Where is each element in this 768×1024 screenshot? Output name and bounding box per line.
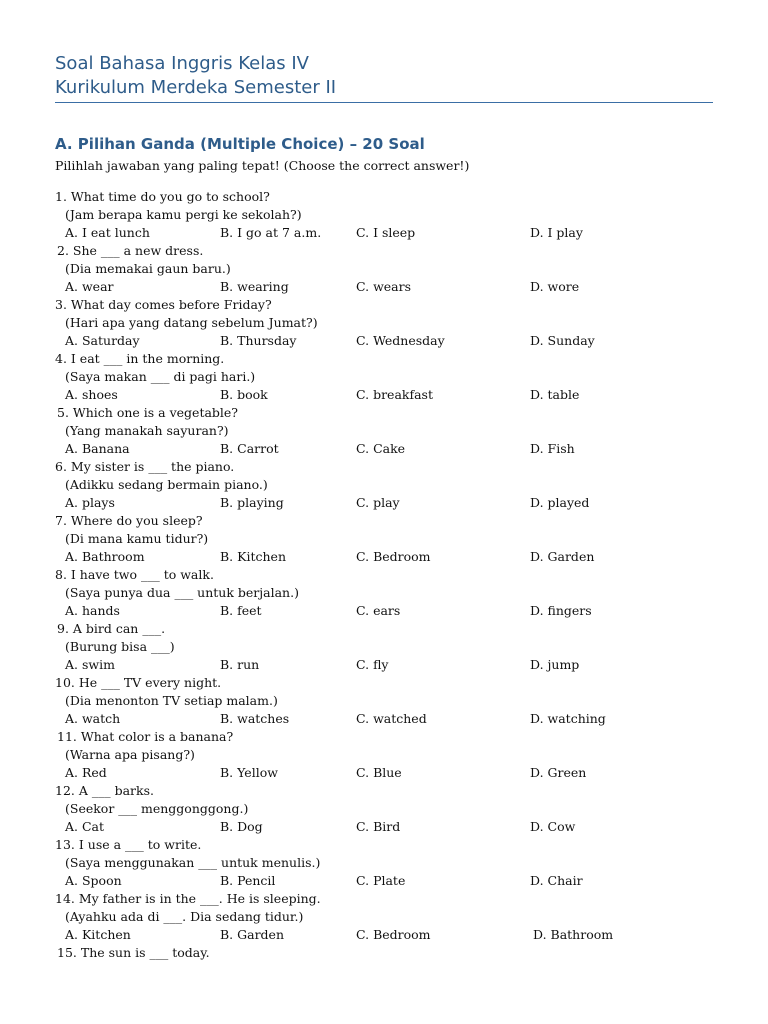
question-text: 5. Which one is a vegetable? — [57, 405, 239, 420]
answer-option-c: C. Blue — [356, 765, 402, 780]
answer-option-b: B. wearing — [220, 279, 289, 294]
answer-option-c: C. wears — [356, 279, 412, 294]
document-subtitle: Kurikulum Merdeka Semester II — [55, 77, 337, 98]
answer-option-c: C. Bedroom — [356, 549, 431, 564]
answer-option-a: A. swim — [65, 657, 115, 672]
answer-option-c: C. watched — [356, 711, 427, 726]
answer-option-b: B. Yellow — [220, 765, 278, 780]
answer-option-b: B. Pencil — [220, 873, 276, 888]
answer-option-d: D. Bathroom — [533, 927, 614, 942]
question-translation: (Hari apa yang datang sebelum Jumat?) — [65, 315, 318, 330]
question-text: 8. I have two ___ to walk. — [55, 567, 214, 582]
question-translation: (Warna apa pisang?) — [65, 747, 195, 762]
answer-option-c: C. fly — [356, 657, 389, 672]
answer-option-a: A. watch — [65, 711, 121, 726]
answer-option-c: C. play — [356, 495, 400, 510]
answer-option-d: D. jump — [530, 657, 580, 672]
answer-option-d: D. watching — [530, 711, 606, 726]
answer-option-a: A. Banana — [65, 441, 130, 456]
answer-option-c: C. ears — [356, 603, 401, 618]
question-translation: (Saya menggunakan ___ untuk menulis.) — [65, 855, 321, 870]
question-translation: (Jam berapa kamu pergi ke sekolah?) — [65, 207, 302, 222]
question-translation: (Burung bisa ___) — [65, 639, 175, 654]
question-translation: (Saya makan ___ di pagi hari.) — [65, 369, 256, 384]
answer-option-d: D. Fish — [530, 441, 575, 456]
answer-option-d: D. Cow — [530, 819, 576, 834]
answer-option-b: B. Garden — [220, 927, 284, 942]
answer-option-a: A. Spoon — [65, 873, 122, 888]
question-text: 3. What day comes before Friday? — [55, 297, 272, 312]
answer-option-a: A. shoes — [65, 387, 118, 402]
question-text: 2. She ___ a new dress. — [57, 243, 204, 258]
answer-option-a: A. plays — [65, 495, 115, 510]
question-text: 4. I eat ___ in the morning. — [55, 351, 225, 366]
answer-option-d: D. Sunday — [530, 333, 595, 348]
question-text: 13. I use a ___ to write. — [55, 837, 202, 852]
answer-option-a: A. Red — [65, 765, 107, 780]
question-text: 15. The sun is ___ today. — [57, 945, 210, 960]
document-title: Soal Bahasa Inggris Kelas IV — [55, 53, 309, 74]
title-divider — [55, 102, 713, 103]
answer-option-b: B. I go at 7 a.m. — [220, 225, 322, 240]
question-text: 9. A bird can ___. — [57, 621, 166, 636]
answer-option-b: B. feet — [220, 603, 262, 618]
answer-option-d: D. I play — [530, 225, 583, 240]
question-translation: (Di mana kamu tidur?) — [65, 531, 209, 546]
question-translation: (Seekor ___ menggonggong.) — [65, 801, 249, 816]
answer-option-d: D. fingers — [530, 603, 592, 618]
answer-option-a: A. hands — [65, 603, 120, 618]
question-translation: (Saya punya dua ___ untuk berjalan.) — [65, 585, 299, 600]
answer-option-d: D. Chair — [530, 873, 583, 888]
question-text: 14. My father is in the ___. He is sleeping. — [55, 891, 321, 906]
question-text: 7. Where do you sleep? — [55, 513, 203, 528]
answer-option-c: C. Wednesday — [356, 333, 445, 348]
answer-option-c: C. Bedroom — [356, 927, 431, 942]
answer-option-a: A. wear — [65, 279, 114, 294]
question-text: 1. What time do you go to school? — [55, 189, 270, 204]
answer-option-a: A. Saturday — [65, 333, 140, 348]
answer-option-c: C. breakfast — [356, 387, 433, 402]
question-text: 12. A ___ barks. — [55, 783, 154, 798]
question-translation: (Dia menonton TV setiap malam.) — [65, 693, 278, 708]
answer-option-d: D. table — [530, 387, 580, 402]
answer-option-c: C. I sleep — [356, 225, 416, 240]
answer-option-a: A. I eat lunch — [65, 225, 150, 240]
question-text: 10. He ___ TV every night. — [55, 675, 222, 690]
section-instruction: Pilihlah jawaban yang paling tepat! (Choose the correct answer!) — [55, 158, 470, 173]
answer-option-b: B. run — [220, 657, 260, 672]
answer-option-d: D. Green — [530, 765, 587, 780]
question-translation: (Ayahku ada di ___. Dia sedang tidur.) — [65, 909, 304, 924]
answer-option-b: B. book — [220, 387, 268, 402]
answer-option-b: B. watches — [220, 711, 290, 726]
answer-option-c: C. Plate — [356, 873, 406, 888]
question-translation: (Yang manakah sayuran?) — [65, 423, 229, 438]
answer-option-a: A. Kitchen — [65, 927, 131, 942]
answer-option-d: D. played — [530, 495, 590, 510]
answer-option-a: A. Bathroom — [65, 549, 145, 564]
answer-option-d: D. Garden — [530, 549, 595, 564]
question-text: 11. What color is a banana? — [57, 729, 234, 744]
answer-option-b: B. playing — [220, 495, 284, 510]
answer-option-c: C. Bird — [356, 819, 401, 834]
answer-option-c: C. Cake — [356, 441, 406, 456]
answer-option-a: A. Cat — [65, 819, 105, 834]
answer-option-b: B. Kitchen — [220, 549, 286, 564]
question-translation: (Dia memakai gaun baru.) — [65, 261, 231, 276]
answer-option-b: B. Thursday — [220, 333, 297, 348]
answer-option-d: D. wore — [530, 279, 580, 294]
question-translation: (Adikku sedang bermain piano.) — [65, 477, 268, 492]
question-text: 6. My sister is ___ the piano. — [55, 459, 235, 474]
section-heading: A. Pilihan Ganda (Multiple Choice) – 20 Soal — [55, 135, 425, 153]
answer-option-b: B. Carrot — [220, 441, 279, 456]
answer-option-b: B. Dog — [220, 819, 263, 834]
